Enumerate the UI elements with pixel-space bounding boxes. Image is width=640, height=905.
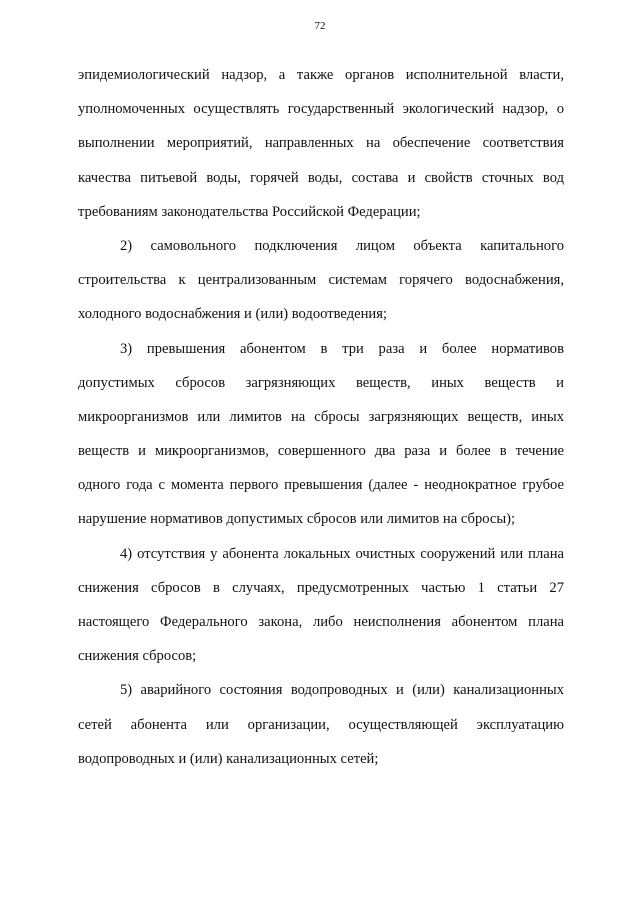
- text-line: нарушение нормативов допустимых сбросов или лимитов на сбросы);: [78, 511, 516, 528]
- text-line: веществ и микроорганизмов, совершенного два раза и более в течение: [78, 443, 564, 460]
- text-line: снижения сбросов;: [78, 648, 197, 665]
- body-text: [78, 58, 564, 776]
- text-line: 5) аварийного состояния водопроводных и (или) канализационных: [120, 682, 564, 699]
- text-line: качества питьевой воды, горячей воды, состава и свойств сточных вод: [78, 169, 564, 186]
- text-line: водопроводных и (или) канализационных сетей;: [78, 750, 379, 767]
- text-line: сетей абонента или организации, осуществляющей эксплуатацию: [78, 716, 564, 733]
- text-line: выполнении мероприятий, направленных на обеспечение соответствия: [78, 135, 564, 152]
- text-line: эпидемиологический надзор, а также органов исполнительной власти,: [78, 67, 564, 83]
- text-line: допустимых сбросов загрязняющих веществ, иных веществ и: [78, 374, 564, 391]
- text-line: одного года с момента первого превышения (далее - неоднократное грубое: [78, 477, 564, 494]
- text-line: настоящего Федерального закона, либо неисполнения абонентом плана: [78, 614, 564, 630]
- text-line: требованиям законодательства Российской Федерации;: [78, 203, 421, 220]
- text-line: 3) превышения абонентом в три раза и более нормативов: [120, 340, 564, 357]
- text-line: 4) отсутствия у абонента локальных очистных сооружений или плана: [120, 545, 564, 562]
- page-number: 72: [314, 20, 326, 32]
- text-line: уполномоченных осуществлять государственный экологический надзор, о: [78, 101, 564, 118]
- text-line: строительства к централизованным системам горячего водоснабжения,: [78, 272, 564, 289]
- text-line: микроорганизмов или лимитов на сбросы загрязняющих веществ, иных: [78, 408, 564, 425]
- text-line: холодного водоснабжения и (или) водоотведения;: [78, 306, 388, 323]
- text-line: 2) самовольного подключения лицом объекта капитального: [120, 237, 564, 254]
- text-line: снижения сбросов в случаях, предусмотренных частью 1 статьи 27: [78, 579, 564, 596]
